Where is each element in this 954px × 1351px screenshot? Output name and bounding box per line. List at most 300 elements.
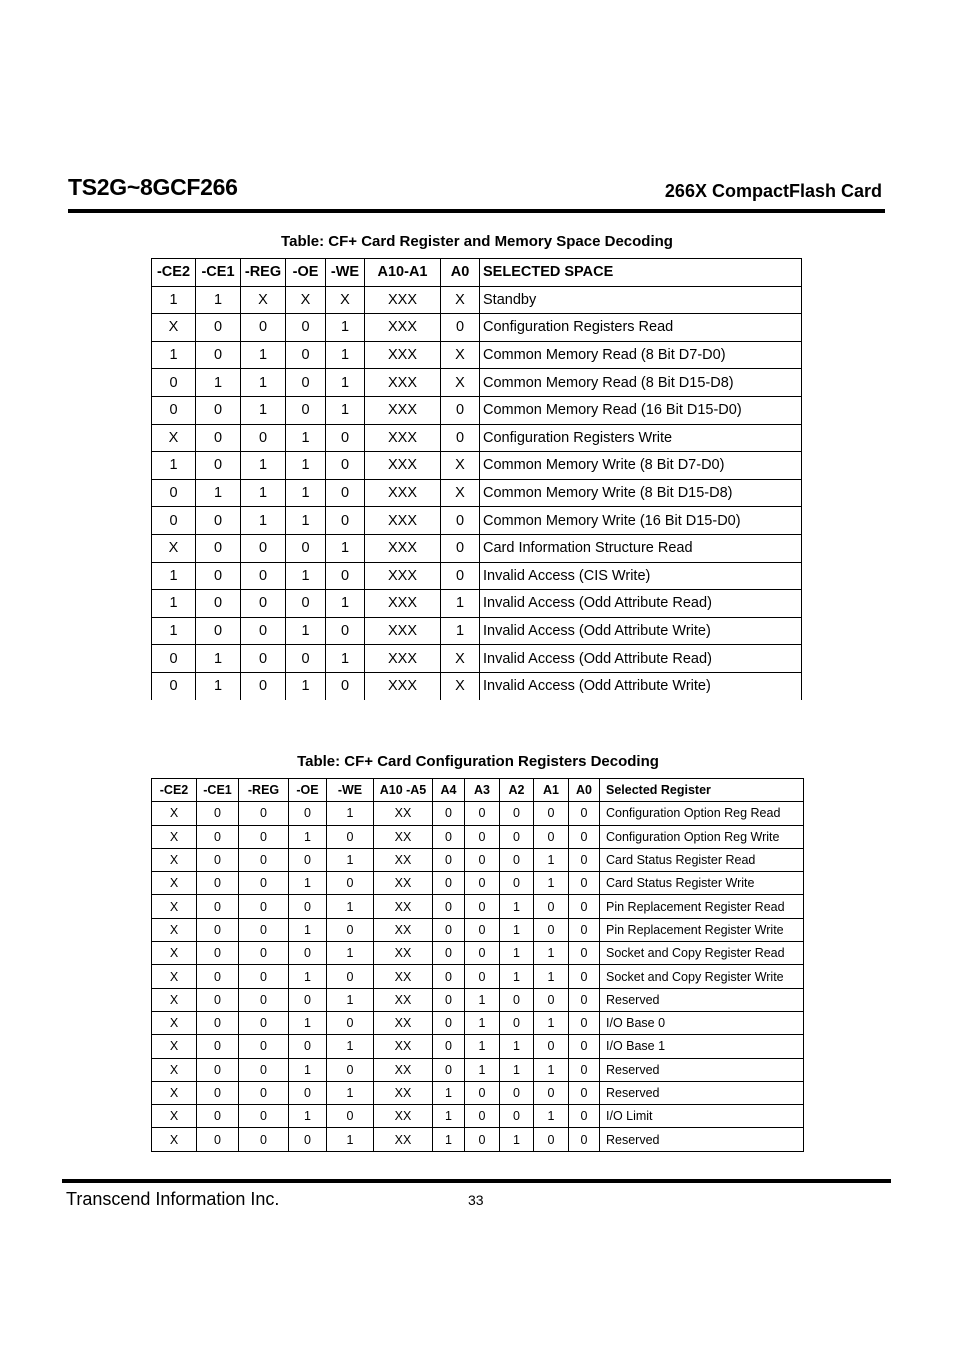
table-cell: 0	[241, 314, 286, 342]
table-row	[152, 341, 802, 369]
table-cell: 1	[326, 534, 365, 562]
table-cell: 0	[152, 479, 196, 507]
table-cell: 1	[500, 895, 534, 918]
table-cell: 1	[286, 617, 326, 645]
table2-header-cell: -CE1	[197, 779, 239, 802]
table-cell: X	[152, 802, 197, 825]
table-cell: 1	[327, 1128, 374, 1151]
table-cell: XXX	[365, 424, 441, 452]
table-cell: XXX	[365, 617, 441, 645]
table-cell: XXX	[365, 645, 441, 673]
table-row	[152, 1011, 804, 1034]
table-cell: Invalid Access (Odd Attribute Read)	[480, 645, 802, 673]
table-cell: 0	[239, 1035, 289, 1058]
table-cell: 0	[196, 590, 241, 618]
table-cell: 1	[500, 1128, 534, 1151]
table-cell: Card Status Register Read	[600, 848, 804, 871]
table-cell: X	[286, 286, 326, 314]
table-cell: 0	[239, 942, 289, 965]
table-cell: 0	[326, 672, 365, 699]
table-cell: Common Memory Read (8 Bit D15-D8)	[480, 369, 802, 397]
table-cell: X	[152, 825, 197, 848]
table-cell: 0	[433, 988, 465, 1011]
table-cell: X	[441, 672, 480, 699]
table-cell: 0	[500, 872, 534, 895]
table-cell: XXX	[365, 507, 441, 535]
table-cell: I/O Limit	[600, 1105, 804, 1128]
table-cell: 0	[196, 534, 241, 562]
table-cell: X	[441, 645, 480, 673]
table-row	[152, 918, 804, 941]
table-cell: 0	[569, 965, 600, 988]
footer-company: Transcend Information Inc.	[66, 1189, 280, 1209]
table-cell: 0	[569, 1081, 600, 1104]
table-cell: 0	[286, 341, 326, 369]
table-cell: XX	[374, 988, 433, 1011]
table-cell: X	[152, 314, 196, 342]
table-cell: 0	[327, 1058, 374, 1081]
table-cell: 1	[326, 341, 365, 369]
table-cell: X	[152, 848, 197, 871]
table-cell: 1	[433, 1105, 465, 1128]
table2-header-cell: A4	[433, 779, 465, 802]
table-cell: 0	[500, 1011, 534, 1034]
table-cell: 1	[327, 895, 374, 918]
table2-caption: Table: CF+ Card Configuration Registers Decoding	[297, 753, 659, 770]
table-cell: 0	[433, 802, 465, 825]
table-cell: 1	[196, 672, 241, 699]
table-cell: 0	[534, 1081, 569, 1104]
page-number: 33	[468, 1192, 484, 1208]
table-cell: X	[441, 286, 480, 314]
table-cell: 0	[433, 825, 465, 848]
table-cell: 0	[326, 452, 365, 480]
table-cell: X	[152, 872, 197, 895]
table-cell: XX	[374, 848, 433, 871]
table-cell: 1	[441, 617, 480, 645]
table2-header-cell: A2	[500, 779, 534, 802]
table-cell: X	[152, 1035, 197, 1058]
table-cell: 1	[327, 1035, 374, 1058]
table-cell: X	[152, 1105, 197, 1128]
table-cell: 0	[197, 918, 239, 941]
table-cell: X	[152, 424, 196, 452]
table-cell: Common Memory Write (8 Bit D15-D8)	[480, 479, 802, 507]
table-cell: 0	[239, 1105, 289, 1128]
table1-header-cell: -CE2	[152, 259, 196, 287]
table-row	[152, 1081, 804, 1104]
table-cell: Socket and Copy Register Read	[600, 942, 804, 965]
table-cell: 0	[196, 617, 241, 645]
table-row	[152, 286, 802, 314]
table-cell: X	[441, 341, 480, 369]
table-cell: 0	[441, 396, 480, 424]
configuration-registers-decoding-table	[151, 778, 804, 1152]
table-cell: 0	[286, 314, 326, 342]
table-cell: 0	[152, 396, 196, 424]
table-cell: 1	[465, 1035, 500, 1058]
table-cell: 0	[465, 965, 500, 988]
table-cell: 1	[327, 942, 374, 965]
table-cell: 1	[327, 988, 374, 1011]
table-cell: 1	[196, 479, 241, 507]
table2-header-cell: Selected Register	[600, 779, 804, 802]
table-cell: 1	[465, 1058, 500, 1081]
table-cell: Configuration Registers Write	[480, 424, 802, 452]
table-cell: XXX	[365, 452, 441, 480]
table-cell: 1	[289, 1011, 327, 1034]
table-cell: 1	[500, 965, 534, 988]
table1-caption: Table: CF+ Card Register and Memory Space Decoding	[281, 233, 673, 250]
table-cell: XX	[374, 895, 433, 918]
table-cell: 0	[534, 802, 569, 825]
table-cell: 0	[197, 1058, 239, 1081]
table-cell: 1	[500, 1058, 534, 1081]
table-cell: 1	[534, 1058, 569, 1081]
table-cell: 0	[569, 1058, 600, 1081]
table-cell: 0	[286, 645, 326, 673]
table-cell: X	[152, 965, 197, 988]
table1-header-cell: SELECTED SPACE	[480, 259, 802, 287]
table-cell: Standby	[480, 286, 802, 314]
table-cell: XXX	[365, 341, 441, 369]
table-cell: XXX	[365, 479, 441, 507]
table-row	[152, 942, 804, 965]
table-cell: 0	[286, 369, 326, 397]
table-cell: 0	[197, 1035, 239, 1058]
table-cell: 0	[433, 1035, 465, 1058]
table-cell: 0	[534, 825, 569, 848]
table-cell: 0	[465, 848, 500, 871]
table-cell: 1	[326, 314, 365, 342]
table-cell: 0	[569, 918, 600, 941]
table-row	[152, 479, 802, 507]
table-cell: I/O Base 1	[600, 1035, 804, 1058]
table-cell: 1	[152, 617, 196, 645]
table-cell: Socket and Copy Register Write	[600, 965, 804, 988]
table-cell: 1	[152, 590, 196, 618]
table-cell: 1	[326, 396, 365, 424]
table-cell: 1	[286, 479, 326, 507]
table-cell: 0	[433, 965, 465, 988]
table-cell: Reserved	[600, 1058, 804, 1081]
table2-header-cell: -WE	[327, 779, 374, 802]
table-cell: 1	[289, 825, 327, 848]
table-cell: 0	[239, 872, 289, 895]
table-cell: 0	[433, 895, 465, 918]
table-cell: 1	[326, 369, 365, 397]
table-cell: Pin Replacement Register Read	[600, 895, 804, 918]
table-row	[152, 452, 802, 480]
table-row	[152, 534, 802, 562]
table-cell: Common Memory Write (16 Bit D15-D0)	[480, 507, 802, 535]
table-cell: 0	[569, 872, 600, 895]
table-cell: 1	[286, 507, 326, 535]
table-cell: 0	[465, 802, 500, 825]
table-cell: 0	[239, 965, 289, 988]
table-cell: XX	[374, 872, 433, 895]
table-cell: 0	[569, 1035, 600, 1058]
table-row	[152, 617, 802, 645]
table-cell: XX	[374, 1081, 433, 1104]
table-cell: 1	[534, 848, 569, 871]
table-cell: 0	[197, 1081, 239, 1104]
table-cell: 0	[197, 825, 239, 848]
table-cell: 1	[534, 965, 569, 988]
table-cell: 0	[196, 562, 241, 590]
table-cell: 0	[326, 424, 365, 452]
table-cell: X	[152, 988, 197, 1011]
table-cell: X	[241, 286, 286, 314]
table-cell: 0	[196, 452, 241, 480]
table2-header-cell: A0	[569, 779, 600, 802]
table1-header-cell: -WE	[326, 259, 365, 287]
table-cell: 0	[289, 1081, 327, 1104]
table-cell: 0	[241, 645, 286, 673]
table-cell: X	[152, 1011, 197, 1034]
table-cell: 1	[534, 872, 569, 895]
table-cell: 0	[500, 825, 534, 848]
table-cell: 0	[289, 942, 327, 965]
table-row	[152, 507, 802, 535]
table-cell: 1	[289, 918, 327, 941]
table-cell: 0	[239, 988, 289, 1011]
table-cell: 1	[241, 452, 286, 480]
table-cell: 1	[286, 562, 326, 590]
table-cell: XX	[374, 1011, 433, 1034]
table-cell: Invalid Access (Odd Attribute Write)	[480, 672, 802, 699]
table-cell: 0	[197, 872, 239, 895]
table-cell: 1	[286, 672, 326, 699]
table-cell: 1	[286, 452, 326, 480]
table-cell: 0	[239, 1058, 289, 1081]
table-cell: Card Status Register Write	[600, 872, 804, 895]
table-cell: XXX	[365, 534, 441, 562]
table-cell: XX	[374, 825, 433, 848]
table-cell: 0	[197, 895, 239, 918]
table-cell: 0	[327, 1011, 374, 1034]
table-cell: 0	[569, 988, 600, 1011]
table2-header-cell: A1	[534, 779, 569, 802]
table-cell: 0	[569, 1128, 600, 1151]
table-cell: Reserved	[600, 988, 804, 1011]
table-row	[152, 645, 802, 673]
table-cell: 0	[327, 918, 374, 941]
table-cell: 0	[569, 848, 600, 871]
table-cell: XX	[374, 965, 433, 988]
table-cell: 0	[241, 617, 286, 645]
table-cell: 0	[465, 825, 500, 848]
table-cell: X	[441, 452, 480, 480]
table-row	[152, 396, 802, 424]
table-cell: X	[152, 1081, 197, 1104]
table-row	[152, 988, 804, 1011]
table-cell: 0	[197, 1105, 239, 1128]
table-cell: 0	[241, 562, 286, 590]
table-cell: Invalid Access (Odd Attribute Read)	[480, 590, 802, 618]
table2-header-cell: -CE2	[152, 779, 197, 802]
table-cell: 0	[327, 965, 374, 988]
table-cell: 0	[569, 825, 600, 848]
table2-header-cell: -REG	[239, 779, 289, 802]
table-cell: 0	[196, 507, 241, 535]
table-cell: 0	[465, 1128, 500, 1151]
table1-header-cell: A10-A1	[365, 259, 441, 287]
table-cell: 1	[465, 988, 500, 1011]
table-cell: 0	[289, 1128, 327, 1151]
table1-header-cell: -REG	[241, 259, 286, 287]
table-cell: 0	[196, 341, 241, 369]
table-cell: 0	[433, 942, 465, 965]
table-cell: 0	[465, 872, 500, 895]
table-cell: 0	[569, 1105, 600, 1128]
table1-header-cell: -OE	[286, 259, 326, 287]
table-cell: X	[152, 534, 196, 562]
table-cell: XXX	[365, 314, 441, 342]
table-cell: 0	[289, 848, 327, 871]
table-cell: 1	[500, 918, 534, 941]
table-cell: 0	[465, 1081, 500, 1104]
table-cell: 0	[289, 802, 327, 825]
table-cell: 0	[433, 848, 465, 871]
table-cell: 0	[196, 424, 241, 452]
table-cell: 1	[241, 396, 286, 424]
table-cell: X	[152, 1058, 197, 1081]
table-cell: Configuration Option Reg Read	[600, 802, 804, 825]
table-cell: Configuration Option Reg Write	[600, 825, 804, 848]
table-cell: XX	[374, 942, 433, 965]
table-cell: 1	[327, 1081, 374, 1104]
table-cell: 0	[326, 562, 365, 590]
table-cell: 0	[569, 1011, 600, 1034]
table-cell: Configuration Registers Read	[480, 314, 802, 342]
table-cell: XX	[374, 1105, 433, 1128]
table-cell: 0	[569, 895, 600, 918]
table-cell: 0	[327, 872, 374, 895]
table-cell: 0	[327, 1105, 374, 1128]
table-cell: X	[326, 286, 365, 314]
table-cell: 0	[152, 507, 196, 535]
table-cell: 0	[441, 314, 480, 342]
table-cell: X	[441, 479, 480, 507]
table-cell: 0	[534, 988, 569, 1011]
table-cell: XXX	[365, 562, 441, 590]
table-cell: 0	[441, 562, 480, 590]
table-cell: 1	[152, 562, 196, 590]
table-cell: 0	[289, 988, 327, 1011]
table-cell: X	[152, 1128, 197, 1151]
table-cell: 0	[239, 918, 289, 941]
table1-header-cell: -CE1	[196, 259, 241, 287]
table2-header-cell: -OE	[289, 779, 327, 802]
table-cell: I/O Base 0	[600, 1011, 804, 1034]
table-cell: X	[152, 942, 197, 965]
table-cell: 1	[433, 1081, 465, 1104]
table-cell: 1	[289, 1058, 327, 1081]
table-cell: 1	[326, 645, 365, 673]
table-cell: 1	[433, 1128, 465, 1151]
table-row	[152, 872, 804, 895]
table-cell: 1	[534, 1105, 569, 1128]
table-cell: 0	[289, 895, 327, 918]
table-cell: 0	[433, 918, 465, 941]
header-divider	[68, 209, 885, 213]
table-cell: 0	[241, 590, 286, 618]
table-row	[152, 1128, 804, 1151]
table-cell: 1	[286, 424, 326, 452]
table-cell: 0	[286, 396, 326, 424]
table-cell: 0	[500, 988, 534, 1011]
table-cell: 0	[327, 825, 374, 848]
table-cell: 1	[327, 848, 374, 871]
table-cell: 0	[239, 825, 289, 848]
table-cell: 0	[197, 1011, 239, 1034]
table-cell: 0	[433, 872, 465, 895]
table-cell: 0	[433, 1058, 465, 1081]
table-cell: Common Memory Write (8 Bit D7-D0)	[480, 452, 802, 480]
table-cell: 1	[500, 942, 534, 965]
table-cell: 0	[569, 802, 600, 825]
table-cell: X	[152, 895, 197, 918]
table2-header-row	[152, 779, 804, 802]
table-cell: 0	[326, 479, 365, 507]
table-cell: 1	[241, 507, 286, 535]
table-cell: 0	[326, 617, 365, 645]
table-cell: 1	[534, 1011, 569, 1034]
table-cell: 1	[441, 590, 480, 618]
table-cell: 0	[197, 942, 239, 965]
table-row	[152, 825, 804, 848]
table-cell: 0	[465, 1105, 500, 1128]
table-cell: 0	[197, 1128, 239, 1151]
table-cell: 0	[241, 424, 286, 452]
table-cell: 1	[289, 965, 327, 988]
table-row	[152, 424, 802, 452]
table-cell: 1	[196, 286, 241, 314]
table-cell: XXX	[365, 590, 441, 618]
table-row	[152, 802, 804, 825]
table-cell: 0	[197, 848, 239, 871]
document-title: TS2G~8GCF266	[68, 174, 238, 200]
table-cell: 0	[241, 672, 286, 699]
table-cell: XX	[374, 1035, 433, 1058]
table-cell: XXX	[365, 369, 441, 397]
table-cell: 0	[152, 645, 196, 673]
table-cell: 0	[197, 965, 239, 988]
table-cell: 0	[433, 1011, 465, 1034]
table-row	[152, 1058, 804, 1081]
table-cell: 0	[569, 942, 600, 965]
table-cell: 1	[289, 872, 327, 895]
table-cell: 0	[534, 1128, 569, 1151]
table-cell: Invalid Access (CIS Write)	[480, 562, 802, 590]
table-cell: 0	[239, 848, 289, 871]
table-cell: 0	[239, 1011, 289, 1034]
table-cell: 0	[534, 895, 569, 918]
table-cell: 1	[326, 590, 365, 618]
table-cell: 0	[326, 507, 365, 535]
table-cell: 0	[197, 988, 239, 1011]
table-cell: XX	[374, 1128, 433, 1151]
table-cell: Reserved	[600, 1081, 804, 1104]
table-cell: 1	[196, 645, 241, 673]
table-cell: XXX	[365, 672, 441, 699]
table-row	[152, 848, 804, 871]
table-cell: Reserved	[600, 1128, 804, 1151]
table-row	[152, 562, 802, 590]
table-row	[152, 1035, 804, 1058]
table-cell: 1	[152, 341, 196, 369]
